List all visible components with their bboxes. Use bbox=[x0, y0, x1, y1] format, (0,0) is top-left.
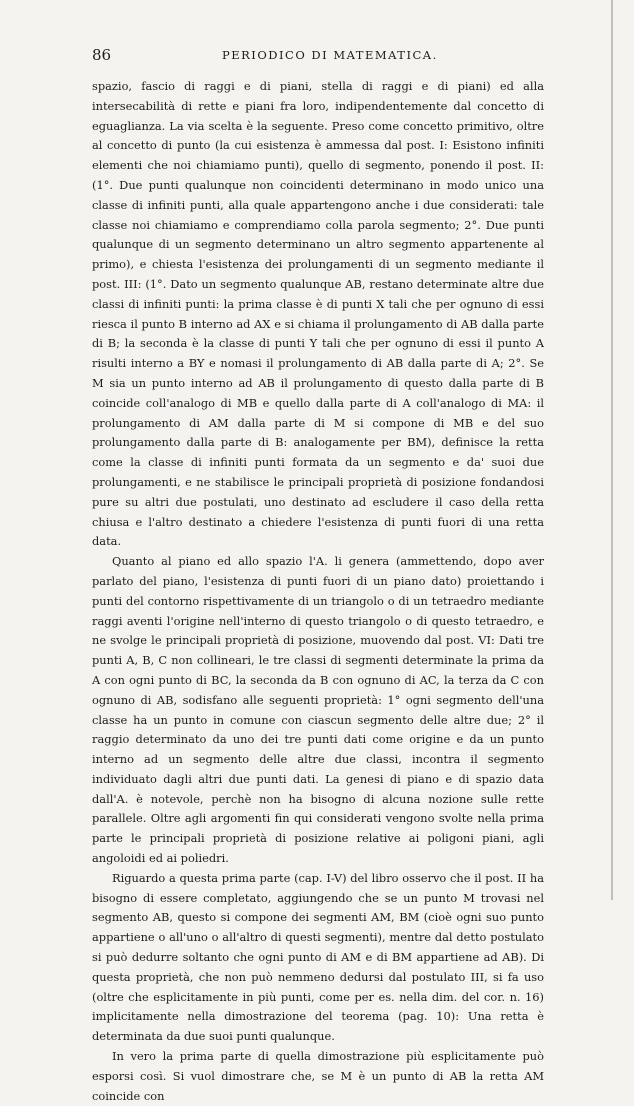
paragraph-3: Riguardo a questa prima parte (cap. I-V) del libro osservo che il post. II ha bisogno di essere completato, aggiungendo che se un punto M trovasi nel segmento AB, questo si compone dei segmenti AM, BM (cioè ogni suo punto appartiene o all'uno o all'altro di questi segmenti), mentre dal detto postulato si può dedurre soltanto che ogni punto di AM e di BM appartiene ad AB). Di questa proprietà, che non può nemmeno dedursi dal postulato III, si fa uso (oltre che esplicitamente in più punti, come per es. nella dim. del cor. n. 16) implicitamente nella dimostrazione del teorema (pag. 10): Una retta è determinata da due suoi punti qualunque. bbox=[92, 870, 544, 1044]
paragraph-4: In vero la prima parte di quella dimostrazione più esplicitamente può esporsi così. Si vuol dimostrare che, se M è un punto di AB la retta AM coincide con bbox=[92, 1049, 544, 1103]
journal-title: PERIODICO DI MATEMATICA. bbox=[222, 48, 438, 62]
page-edge-line bbox=[611, 0, 613, 900]
paragraph-1: spazio, fascio di raggi e di piani, stella di raggi e di piani) ed alla intersecabilità di rette e piani fra loro, indipendentemente dal concetto di eguaglianza. La via scelta è la seguente. Preso come concetto primitivo, oltre al concetto di punto (la cui esistenza è ammessa dal post. I: Esistono infiniti elementi che noi chiamiamo punti), quello di segmento, ponendo il post. II: (1°. Due punti qualunque non coincidenti determinano in modo unico una classe di infiniti punti, alla quale appartengono anche i due considerati: tale classe noi chiamiamo e comprendiamo colla parola segmento; 2°. Due punti qualunque di un segmento determinano un altro segmento appartenente al primo), e chiesta l'esistenza dei prolungamenti di un segmento mediante il post. III: (1°. Dato un segmento qualunque AB, restano determinate altre due classi di infiniti punti: la prima classe è di punti X tali che per ognuno di essi riesca il punto B interno ad AX e si chiama il prolungamento di AB dalla parte di B; la seconda è la classe di punti Y tali che per ognuno di essi il punto A risulti interno a BY e nomasi il prolungamento di AB dalla parte di A; 2°. Se M sia un punto interno ad AB il prolungamento di questo dalla parte di B coincide coll'analogo di MB e quello dalla parte di A coll'analogo di MA: il prolungamento di AM dalla parte di M si compone di MB e del suo prolungamento dalla parte di B: analogamente per BM), definisce la retta come la classe di infiniti punti formata da un segmento e da' suoi due prolungamenti, e ne stabilisce le principali proprietà di posizione fondandosi pure su altri due postulati, uno destinato ad escludere il caso della retta chiusa e l'altro destinato a chiedere l'esistenza di punti fuori di una retta data. bbox=[92, 79, 544, 549]
page-number: 86 bbox=[92, 46, 112, 64]
body-text bbox=[92, 77, 544, 1106]
page-header bbox=[92, 46, 544, 68]
paragraph-2: Quanto al piano ed allo spazio l'A. li genera (ammettendo, dopo aver parlato del piano, l'esistenza di punti fuori di un piano dato) proiettando i punti del contorno rispettivamente di un triangolo o di un tetraedro mediante raggi aventi l'origine nell'interno di questo triangolo o di questo tetraedro, e ne svolge le principali proprietà di posizione, muovendo dal post. VI: Dati tre punti A, B, C non collineari, le tre classi di segmenti determinate la prima da A con ogni punto di BC, la seconda da B con ognuno di AC, la terza da C con ognuno di AB, sodisfano alle seguenti proprietà: 1° ogni segmento dell'una classe ha un punto in comune con ciascun segmento delle altre due; 2° il raggio determinato da uno dei tre punti dati come origine e da un punto interno ad un segmento delle altre due classi, incontra il segmento individuato dagli altri due punti dati. La genesi di piano e di spazio data dall'A. è notevole, perchè non ha bisogno di alcuna nozione sulle rette parallele. Oltre agli argomenti fin qui considerati vengono svolte nella prima parte le principali proprietà di posizione relative ai poligoni piani, agli angoloidi ed ai poliedri. bbox=[92, 554, 544, 866]
